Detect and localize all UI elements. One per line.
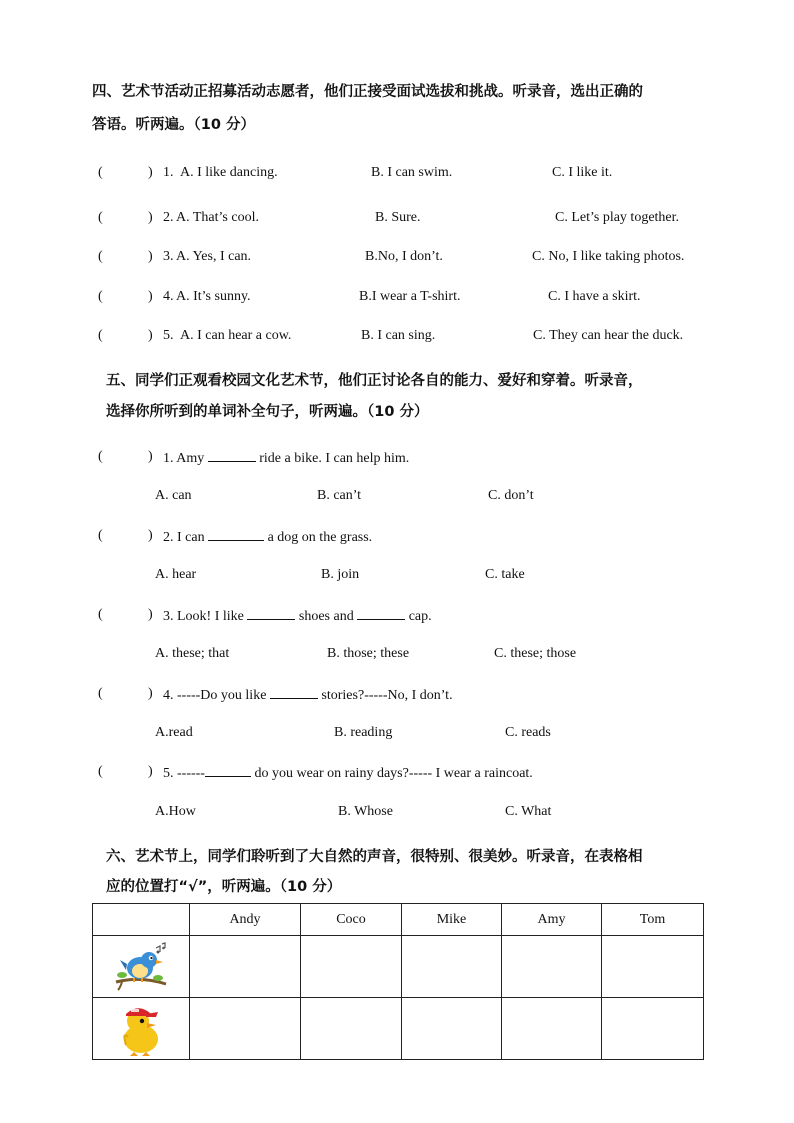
sentence (163, 686, 453, 704)
option-a: A. hear (155, 567, 197, 582)
row-icon-cell (93, 998, 190, 1060)
answer-cell-amy[interactable] (502, 998, 602, 1060)
answer-paren-close: ) (148, 165, 153, 180)
answer-paren-open: ( (98, 449, 103, 464)
section-5-title-line2: 选择你所听到的单词补全句子，听两遍。（10 分） (106, 404, 429, 420)
answer-blank-2[interactable] (357, 607, 405, 620)
duck-icon (116, 1001, 166, 1057)
answer-cell-coco[interactable] (301, 998, 402, 1060)
sentence-end: ride a bike. I can help him. (255, 451, 410, 466)
answer-blank[interactable] (270, 686, 318, 699)
question-number: 2. (163, 210, 174, 225)
section-5-title-line1: 五、同学们正观看校园文化艺术节，他们正讨论各自的能力、爱好和穿着。听录音， (106, 373, 643, 389)
section-4-title-line1: 四、艺术节活动正招募活动志愿者，他们正接受面试选拔和挑战。听录音，选出正确的 (92, 84, 643, 100)
question-number: 1. (163, 165, 174, 180)
option-a: A. Yes, I can. (176, 249, 252, 264)
option-a: A. It’s sunny. (176, 289, 251, 304)
option-b: B. join (321, 567, 360, 582)
option-c: C. Let’s play together. (555, 210, 680, 225)
option-b: B. can’t (317, 488, 362, 503)
answer-paren-close: ) (148, 328, 153, 343)
option-c: C. No, I like taking photos. (532, 249, 685, 264)
option-a: A. That’s cool. (176, 210, 259, 225)
answer-blank[interactable] (208, 449, 256, 462)
answer-paren-open: ( (98, 249, 103, 264)
option-b: B. Whose (338, 804, 393, 819)
question-number: 4. (163, 289, 174, 304)
sentence-start: I can (177, 530, 209, 545)
option-a: A. I can hear a cow. (180, 328, 292, 343)
answer-cell-mike[interactable] (402, 998, 502, 1060)
option-c: C. don’t (488, 488, 534, 503)
sentence (163, 528, 372, 546)
sentence-end: a dog on the grass. (264, 530, 373, 545)
table-header-corner (93, 904, 190, 936)
answer-blank[interactable] (208, 528, 264, 541)
sentence (163, 764, 533, 782)
answer-cell-andy[interactable] (190, 936, 301, 998)
answer-paren-close: ) (148, 449, 153, 464)
sentence-start: -----Do you like (177, 688, 270, 703)
sentence-end: cap. (405, 609, 432, 624)
answer-paren-close: ) (148, 289, 153, 304)
section-6-title-line1: 六、艺术节上，同学们聆听到了大自然的声音，很特别、很美妙。听录音，在表格相 (106, 849, 643, 865)
bird-icon (112, 942, 170, 992)
question-number: 5. (163, 328, 174, 343)
option-a: A.read (155, 725, 193, 740)
question-number: 2. (163, 530, 174, 545)
answer-paren-close: ) (148, 764, 153, 779)
option-c: C. these; those (494, 646, 577, 661)
option-c: C. I like it. (552, 165, 613, 180)
answer-cell-tom[interactable] (602, 936, 704, 998)
table-header-mike: Mike (402, 904, 502, 936)
question-number: 3. (163, 249, 174, 264)
option-c: C. They can hear the duck. (533, 328, 684, 343)
option-c: C. I have a skirt. (548, 289, 641, 304)
sentence (163, 607, 432, 625)
table-header-coco: Coco (301, 904, 402, 936)
option-b: B.No, I don’t. (365, 249, 443, 264)
answer-paren-close: ) (148, 210, 153, 225)
option-a: A. these; that (155, 646, 230, 661)
answer-blank-1[interactable] (247, 607, 295, 620)
answer-paren-close: ) (148, 607, 153, 622)
option-c: C. What (505, 804, 552, 819)
table-row-duck (93, 998, 704, 1060)
section-4-title-line2: 答语。听两遍。（10 分） (92, 117, 255, 133)
option-b: B. I can swim. (371, 165, 453, 180)
table-header-row (93, 904, 704, 936)
answer-cell-amy[interactable] (502, 936, 602, 998)
answer-table (92, 903, 704, 1060)
question-number: 5. (163, 766, 174, 781)
sentence (163, 449, 409, 467)
answer-paren-open: ( (98, 289, 103, 304)
sentence-end: do you wear on rainy days?----- I wear a raincoat. (250, 766, 533, 781)
option-a: A. I like dancing. (180, 165, 278, 180)
question-number: 1. (163, 451, 174, 466)
table-row-bird (93, 936, 704, 998)
answer-paren-open: ( (98, 607, 103, 622)
question-number: 4. (163, 688, 174, 703)
table-header-tom: Tom (602, 904, 704, 936)
answer-paren-open: ( (98, 328, 103, 343)
answer-paren-open: ( (98, 210, 103, 225)
answer-cell-mike[interactable] (402, 936, 502, 998)
answer-cell-coco[interactable] (301, 936, 402, 998)
section-6-title-line2: 应的位置打“√”，听两遍。（10 分） (106, 879, 342, 895)
option-c: C. take (485, 567, 525, 582)
answer-blank[interactable] (205, 764, 251, 777)
answer-paren-open: ( (98, 686, 103, 701)
question-number: 3. (163, 609, 174, 624)
table-header-andy: Andy (190, 904, 301, 936)
answer-paren-close: ) (148, 686, 153, 701)
answer-cell-andy[interactable] (190, 998, 301, 1060)
option-b: B. Sure. (375, 210, 421, 225)
option-b: B.I wear a T-shirt. (359, 289, 461, 304)
option-b: B. those; these (327, 646, 410, 661)
sentence-start: ------ (177, 766, 205, 781)
answer-paren-open: ( (98, 764, 103, 779)
option-b: B. I can sing. (361, 328, 436, 343)
table-header-amy: Amy (502, 904, 602, 936)
answer-cell-tom[interactable] (602, 998, 704, 1060)
option-a: A.How (155, 804, 196, 819)
sentence-end: stories?-----No, I don’t. (317, 688, 453, 703)
option-a: A. can (155, 488, 192, 503)
answer-paren-open: ( (98, 165, 103, 180)
option-c: C. reads (505, 725, 551, 740)
sentence-start: Look! I like (177, 609, 248, 624)
answer-paren-open: ( (98, 528, 103, 543)
answer-paren-close: ) (148, 249, 153, 264)
option-b: B. reading (334, 725, 393, 740)
sentence-start: Amy (176, 451, 208, 466)
row-icon-cell (93, 936, 190, 998)
answer-paren-close: ) (148, 528, 153, 543)
sentence-middle: shoes and (295, 609, 358, 624)
